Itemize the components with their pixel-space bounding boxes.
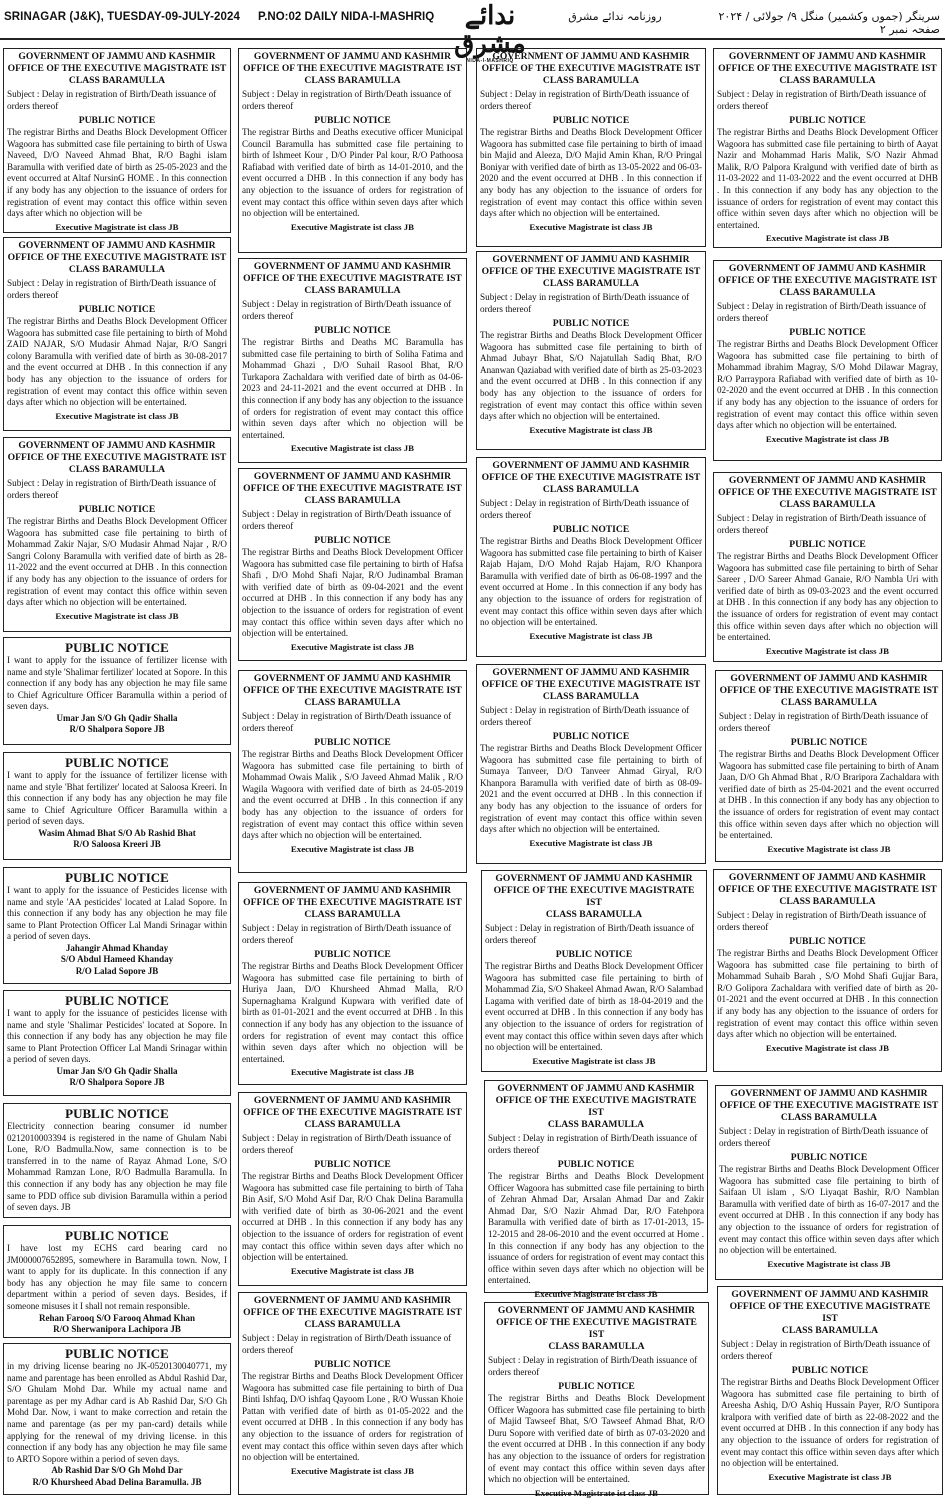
notice-class: CLASS BARAMULLA: [542, 278, 640, 289]
notice-signature: Executive Magistrate ist class JB: [290, 1265, 415, 1276]
notice-signature: Executive Magistrate ist class JB: [55, 410, 179, 421]
notice-class: CLASS BARAMULLA: [779, 896, 876, 907]
notice-body: The registrar Births and Deaths Block Development Officer Wagoora has submitted case file pertaining to birth of Sehar Sareer , D/O Sareer Ahmad Ganaie, R/O Nambla Uri with verified date of birth as 09-03-2023 and the event occurred at DHB . In this connection if any body has any objection to the issuance of orders for registration of event may contact this office within seven days after which no objection will be entertained.: [717, 551, 938, 643]
notice-subject: Subject : Delay in registration of Birth/Death issuance of orders thereof: [719, 1126, 929, 1148]
notice-signature: Jahangir Ahmad Khanday: [65, 942, 169, 953]
notice-body: The registrar Births and Deaths Block Development Officer Wagoora has submitted case file pertaining to birth of Ahmad Jubayr Bhat, S/O Najatullah Sadiq Bhat, R/O Ananwan Qaziabad with verified date of birth as 25-03-2023 and the event occurred at DHB . In this connection if any body has any objection to the issuance of orders for registration of event may contact this office within seven days after which no objection will be entertained.: [480, 330, 702, 422]
notice-heading: PUBLIC NOTICE: [791, 1365, 869, 1376]
notice-class: CLASS BARAMULLA: [304, 1319, 401, 1330]
notice-heading: PUBLIC NOTICE: [65, 1228, 169, 1243]
notice-box: [713, 869, 942, 1072]
notice-signature: Ab Rashid Dar S/O Gh Mohd Dar: [51, 1465, 183, 1476]
notice-address: R/O Shalpora Sopore JB: [69, 1077, 165, 1088]
notice-body: The registrar Births and Deaths Block Development Officer Wagoora has submitted case file pertaining to birth of Areesha Ashiq, D/O Ashiq Hussain Payer, R/O Suntipora kralpora with verified date of birth as 22-08-2022 and the event occurred at DHB . In this connection if any body has any objection to the issuance of orders for registration of event may contact this office within seven days after which no objection will be entertained.: [721, 1377, 939, 1469]
newspaper-logo: [437, 1, 543, 64]
notice-class: CLASS BARAMULLA: [548, 1341, 645, 1352]
notice-body: Electricity connection bearing consumer id number 0212010003394 is registered in the name of Ghulam Nabi Lone, R/O Badmulla.Now, same connection is to be transferred in to the name of Rayaz Ahmad Lone, S/O Mohammad Ramzan Lone, R/O Badmulla Baramulla. In this connection if any body has any objection he may file same to PDD office sub division Baramulla within a period of seven days. JB: [7, 1121, 227, 1213]
notice-heading: PUBLIC NOTICE: [65, 870, 169, 885]
notice-heading: PUBLIC NOTICE: [789, 115, 866, 126]
notice-body: I have lost my ECHS card bearing card no JM000007652895, somewhere in Baramulla town. Now, I want to apply for its duplicate. In this connection if any body has any objection he may file same to concern department within a period of seven days. Besides, if someone misuses it I shall not remain responsible.: [7, 1243, 227, 1311]
notice-office: OFFICE OF THE EXECUTIVE MAGISTRATE IST: [243, 1307, 462, 1318]
notice-box: [713, 260, 942, 461]
notice-heading: PUBLIC NOTICE: [789, 327, 866, 338]
logo-urdu-text: ندائے مشرق: [454, 1, 526, 59]
notice-signature: Rehan Farooq S/O Farooq Ahmad Khan: [39, 1312, 195, 1323]
notice-office: OFFICE OF THE EXECUTIVE MAGISTRATE IST: [719, 1100, 939, 1111]
notice-body: The registrar Births and Deaths Block Development Officer Wagoora has submitted case file pertaining to birth of Dua Binti Ishfaq, D/O ishfaq Qayoom Lone , R/O Wussan Khoie Pattan with verified date of birth as 01-05-2022 and the event occurred at DHB . In this connection if any body has any objection to the issuance of orders for registration of event may contact this office within seven days after which no objection will be entertained.: [242, 1371, 463, 1463]
notice-subject: Subject : Delay in registration of Birth/Death issuance of orders thereof: [242, 923, 452, 945]
notice-signature: Executive Magistrate ist class JB: [290, 443, 415, 454]
notice-box: [3, 237, 231, 431]
notice-signature: Executive Magistrate ist class JB: [765, 1042, 890, 1053]
notice-heading: PUBLIC NOTICE: [65, 1106, 169, 1121]
notice-heading: PUBLIC NOTICE: [555, 949, 633, 960]
notice-signature: Wasim Ahmad Bhat S/O Ab Rashid Bhat: [38, 827, 196, 838]
notice-class: CLASS BARAMULLA: [545, 909, 643, 920]
notice-body: The registrar Births and Deaths Block Development Officer Wagoora has submitted case file pertaining to birth of Anam Jaan, D/O Gh Ahmad Bhat , R/O Braripora Zachaldara with verified date of birth as 25-04-2021 and the event occurred at DHB . In this connection if any body has any objection to the issuance of orders for registration of event may contact this office within seven days after which no objection will be entertained.: [719, 749, 939, 841]
notice-office: OFFICE OF THE EXECUTIVE MAGISTRATE IST: [718, 487, 937, 498]
notice-office: OFFICE OF THE EXECUTIVE MAGISTRATE IST: [243, 273, 462, 284]
notice-subject: Subject : Delay in registration of Birth/Death issuance of orders thereof: [717, 513, 927, 535]
notice-body: The registrar Births and Deaths Block Development Officer Wagoora has submitted case file pertaining to birth of Mohammad Owais Malik , S/O Javeed Ahmad Malik , R/O Wagila Wagoora with verified date of birth as 24-05-2019 and the event occurred at DHB . In this connection if any body has any objection to the issuance of orders for registration of event may contact this office within seven days after which no objection will be entertained.: [242, 749, 463, 841]
notice-class: CLASS BARAMULLA: [542, 75, 640, 86]
notice-class: CLASS BARAMULLA: [68, 75, 166, 86]
notice-government: GOVERNMENT OF JAMMU AND KASHMIR: [497, 1083, 695, 1094]
notice-class: CLASS BARAMULLA: [781, 1325, 879, 1336]
notice-heading: PUBLIC NOTICE: [78, 504, 156, 515]
notice-office: OFFICE OF THE EXECUTIVE MAGISTRATE IST: [495, 1095, 697, 1118]
notice-government: GOVERNMENT OF JAMMU AND KASHMIR: [730, 673, 928, 684]
notice-signature: Executive Magistrate ist class JB: [534, 1487, 659, 1498]
notice-office: OFFICE OF THE EXECUTIVE MAGISTRATE IST: [243, 63, 462, 74]
notice-subject: Subject : Delay in registration of Birth/Death issuance of orders thereof: [242, 299, 452, 321]
notice-class: CLASS BARAMULLA: [542, 691, 640, 702]
notice-government: GOVERNMENT OF JAMMU AND KASHMIR: [18, 51, 216, 62]
notice-box: [238, 48, 467, 253]
notice-box: [3, 1343, 231, 1495]
notice-box: [238, 882, 467, 1085]
notice-address: R/O Khursheed Abad Delina Baramulla. JB: [32, 1476, 202, 1487]
notice-class: CLASS BARAMULLA: [780, 697, 878, 708]
notice-government: GOVERNMENT OF JAMMU AND KASHMIR: [253, 471, 452, 482]
notice-body: The registrar Births and Deaths MC Baramulla has submitted case file pertaining to birth of Soliha Fatima and Mohammad Ghazi , D/O Suhail Rasool Bhat, R/O Turkapora Zachaldara with verified date of birth as 04-06-2023 and 24-11-2021 and the event occurred at DHB . In this connection if any body has any objection to the issuance of orders for registration of event may contact this office within seven days after which no objection will be entertained.: [242, 337, 463, 440]
notice-government: GOVERNMENT OF JAMMU AND KASHMIR: [730, 1088, 928, 1099]
notice-body: The registrar Births and Deaths Block Development Officer Wagoora has submitted case file pertaining to birth of Hafsa Shafi , D/O Mohd Shafi Najar, R/O Judinambal Braman with verified date of birth as 09-04-2021 and the event occurred at DHB . In this connection if any body has any objection to the issuance of orders for registration of event may contact this office within seven days after which no objection will be entertained.: [242, 547, 463, 639]
notice-subject: Subject : Delay in registration of Birth/Death issuance of orders thereof: [242, 1333, 452, 1355]
notice-subject: Subject : Delay in registration of Birth/Death issuance of orders thereof: [242, 1133, 452, 1155]
notice-subject: Subject : Delay in registration of Birth/Death issuance of orders thereof: [488, 1133, 698, 1155]
notice-heading: PUBLIC NOTICE: [558, 1381, 635, 1392]
notice-body: The registrar Births and Deaths Block Development Officer Wagoora has submitted case file pertaining to birth of Saifaan Ul islam , S/O Liyaqat Bashir, R/O Namblan Baramulla with verified date of birth as 16-07-2017 and the event occurred at DHB . In this connection if any body has any objection to the issuance of orders for registration of event may contact this office within seven days after which no objection will be entertained.: [719, 1164, 939, 1256]
notice-box: [713, 48, 942, 248]
notice-subject: Subject : Delay in registration of Birth/Death issuance of orders thereof: [7, 278, 217, 300]
notice-body: The registrar Births and Deaths Block Development Officer Wagoora has submitted case file pertaining to birth of Sumaya Tanveer, D/O Tanveer Ahmad Giryal, R/O Khanpora Baramulla with verified date of birth as 08-09-2021 and the event occurred at DHB . In this connection if any body has any objection to the issuance of orders for registration of event may contact this office within seven days after which no objection will be entertained.: [480, 743, 702, 835]
notice-office: OFFICE OF THE EXECUTIVE MAGISTRATE IST: [481, 472, 701, 483]
notice-subject: Subject : Delay in registration of Birth/Death issuance of orders thereof: [242, 89, 452, 111]
notice-office: OFFICE OF THE EXECUTIVE MAGISTRATE IST: [481, 266, 701, 277]
notice-class: CLASS BARAMULLA: [304, 697, 401, 708]
notice-box: [476, 251, 706, 450]
notice-box: [3, 437, 231, 632]
notice-box: [238, 258, 467, 463]
notice-signature: Executive Magistrate ist class JB: [529, 837, 653, 848]
notice-box: [484, 1302, 709, 1498]
notice-heading: PUBLIC NOTICE: [552, 318, 630, 329]
notice-subject: Subject : Delay in registration of Birth/Death issuance of orders thereof: [480, 89, 690, 111]
notice-office: OFFICE OF THE EXECUTIVE MAGISTRATE IST: [718, 275, 937, 286]
notice-parentage: S/O Abdul Hameed Khanday: [60, 954, 174, 965]
notice-subject: Subject : Delay in registration of Birth/Death issuance of orders thereof: [480, 292, 690, 314]
notice-body: in my driving license bearing no JK-0520130040771, my name and parentage has been enrolled as Abdul Rashid Dar, S/O Ghulam Mohd Dar. While my actual name and parentage as per my Adhar card is Ab Rashid Dar, S/O Gh Mohd Dar. Now, i want to make correction and retain the name and parentage (as per my pan-card) details while applying for the renewal of my driving license. in this connection if any body has any objection he may file same to ARTO Sopore within a period of seven days.: [7, 1361, 227, 1464]
notice-heading: PUBLIC NOTICE: [78, 115, 156, 126]
notice-box: [3, 867, 231, 984]
notice-box: [481, 870, 707, 1072]
notice-body: I want to apply for the issuance of pesticides license with name and style 'Shalimar Pesticides' located at Sopore. In this connection if any body has any objection he may file same to Plant Protection Officer Lal Mandi Srinagar within a period of seven days.: [7, 1008, 227, 1065]
notice-signature: Executive Magistrate ist class JB: [768, 1471, 892, 1482]
notice-signature: Executive Magistrate ist class JB: [767, 843, 891, 854]
notice-box: [3, 637, 231, 745]
notice-signature: Umar Jan S/O Gh Qadir Shalla: [56, 712, 178, 723]
notice-body: The registrar Births and Deaths Block Development Officer Wagoora has submitted case file pertaining to birth of Zehran Ahmad Dar, Arsalan Ahmad Dar and Zakir Ahmad Dar, S/O Nazir Ahmad Dar, R/O Fatehpora Baramulla with verified date of birth as 17-01-2013, 15-12-2015 and 28-06-2010 and the event occurred at Home . In this connection if any body has any objection to the issuance of orders for registration of event may contact this office within seven days after which no objection will be entertained.: [488, 1171, 704, 1286]
notice-office: OFFICE OF THE EXECUTIVE MAGISTRATE IST: [7, 452, 227, 463]
notice-body: The registrar Births and Deaths Block Development Officer Wagoora has submitted case file pertaining to birth of Huriya Jaan, D/O Khursheed Ahmad Malla, R/O Supernaghama Kralgund Kupwara with verified date of birth as 01-01-2021 and the event occurred at DHB . In this connection if any body has any objection to the issuance of orders for registration of event may contact this office within seven days after which no objection will be entertained.: [242, 961, 463, 1064]
notice-address: R/O Lalad Sopore JB: [75, 965, 159, 976]
notice-government: GOVERNMENT OF JAMMU AND KASHMIR: [253, 885, 452, 896]
notice-heading: PUBLIC NOTICE: [552, 524, 630, 535]
header-urdu-paper: روزنامہ ندائے مشرق: [568, 10, 662, 23]
notice-government: GOVERNMENT OF JAMMU AND KASHMIR: [728, 872, 927, 883]
notice-body: The registrar Births and Deaths Block Development Officer Wagoora has submitted case file pertaining to birth of Mohammad Suhaib Barah , S/O Mohd Shafi Gujjar Bara, R/O Golipora Zachaldara with verified date of birth as 20-01-2021 and the event occurred at DHB . In this connection if any body has any objection to the issuance of orders for registration of event may contact this office within seven days after which no objection will be entertained.: [717, 948, 938, 1040]
notice-heading: PUBLIC NOTICE: [314, 1359, 391, 1370]
notice-body: The registrar Births and Deaths Block Development Officer Wagoora has submitted case file pertaining to birth of imaad bin Majid and Aleeza, D/O Majid Amin Khan, R/O Pringal Boniyar with verified date of birth as 13-05-2022 and 06-03-2020 and the event occurred at DHB . In this connection if any body has any objection to the issuance of orders for registration of event may contact this office within seven days after which no objection will be entertained.: [480, 127, 702, 219]
notice-heading: PUBLIC NOTICE: [552, 115, 630, 126]
notice-office: OFFICE OF THE EXECUTIVE MAGISTRATE IST: [496, 1317, 697, 1340]
notice-subject: Subject : Delay in registration of Birth/Death issuance of orders thereof: [721, 1339, 931, 1361]
notice-subject: Subject : Delay in registration of Birth/Death issuance of orders thereof: [242, 509, 452, 531]
notice-box: [238, 468, 467, 661]
notice-box: [715, 670, 943, 862]
notice-government: GOVERNMENT OF JAMMU AND KASHMIR: [253, 51, 452, 62]
notice-office: OFFICE OF THE EXECUTIVE MAGISTRATE IST: [481, 63, 701, 74]
notice-signature: Executive Magistrate ist class JB: [765, 233, 890, 244]
notice-class: CLASS BARAMULLA: [779, 287, 876, 298]
notice-signature: Executive Magistrate ist class JB: [55, 221, 179, 232]
notice-signature: Executive Magistrate ist class JB: [529, 221, 653, 232]
notice-class: CLASS BARAMULLA: [304, 1119, 401, 1130]
notice-class: CLASS BARAMULLA: [68, 264, 166, 275]
notice-box: [476, 48, 706, 247]
notice-office: OFFICE OF THE EXECUTIVE MAGISTRATE IST: [243, 1107, 462, 1118]
notice-body: The registrar Births and Deaths Block Development Officer Wagoora has submitted case file pertaining to birth of Mohd ZAID NAJAR, S/O Mudasir Ahmad Najar, R/O Sangri colony Baramulla with verified date of birth as 30-08-2017 and the event occurred at DHB . In this connection if any body has any objection to the issuance of orders for registration of event may contact this office within seven days after which no objection will be entertained.: [7, 316, 227, 408]
notice-signature: Executive Magistrate ist class JB: [529, 630, 653, 641]
notice-class: CLASS BARAMULLA: [68, 464, 166, 475]
notice-heading: PUBLIC NOTICE: [789, 936, 866, 947]
notice-heading: PUBLIC NOTICE: [65, 993, 169, 1008]
notice-signature: Executive Magistrate ist class JB: [765, 433, 890, 444]
notice-body: The registrar Births and Deaths Block Development Officer Wagoora has submitted case file pertaining to birth of Uswa Naveed, D/O Naveed Ahmad Bhat, R/O Baghi islam Baramulla with verified date of birth as 25-05-2023 and the event occurred at Altaf NursinG HOME . In this connection if any body has any objection to the issuance of orders for registration of event may contact this office within seven days after which no objection will be: [7, 127, 227, 219]
notice-signature: Executive Magistrate ist class JB: [767, 1258, 891, 1269]
notice-box: [3, 990, 231, 1096]
notice-class: CLASS BARAMULLA: [304, 495, 401, 506]
notice-government: GOVERNMENT OF JAMMU AND KASHMIR: [18, 440, 216, 451]
notice-box: [476, 664, 706, 864]
notice-government: GOVERNMENT OF JAMMU AND KASHMIR: [253, 1295, 452, 1306]
notice-office: OFFICE OF THE EXECUTIVE MAGISTRATE IST: [718, 63, 937, 74]
notice-heading: PUBLIC NOTICE: [65, 640, 169, 655]
notice-signature: Executive Magistrate ist class JB: [290, 641, 415, 652]
notice-subject: Subject : Delay in registration of Birth/Death issuance of orders thereof: [242, 711, 452, 733]
notice-box: [484, 1080, 708, 1299]
notice-government: GOVERNMENT OF JAMMU AND KASHMIR: [253, 1095, 452, 1106]
notice-government: GOVERNMENT OF JAMMU AND KASHMIR: [495, 873, 693, 884]
notice-office: OFFICE OF THE EXECUTIVE MAGISTRATE IST: [243, 483, 462, 494]
notice-box: [3, 1225, 231, 1338]
notice-office: OFFICE OF THE EXECUTIVE MAGISTRATE IST: [718, 884, 937, 895]
notice-class: CLASS BARAMULLA: [542, 484, 640, 495]
notice-class: CLASS BARAMULLA: [779, 75, 876, 86]
notice-government: GOVERNMENT OF JAMMU AND KASHMIR: [253, 261, 452, 272]
notice-signature: Executive Magistrate ist class JB: [290, 843, 415, 854]
notice-office: OFFICE OF THE EXECUTIVE MAGISTRATE IST: [243, 685, 462, 696]
notice-heading: PUBLIC NOTICE: [314, 325, 391, 336]
notice-body: The registrar Births and Deaths executive officer Municipal Council Baramulla has submitted case file pertaining to birth of Ishmeet Kour , D/O Pinder Pal kour, R/O Pathoosa Rafiabad with verified date of birth as 14-01-2010, and the event occurred a DHB . In this connection if any body has any objection to the issuance of orders for registration of event may contact this office within seven days after which no objection will be entertained.: [242, 127, 463, 219]
notice-body: I want to apply for the issuance of Pesticides license with name and style 'AA pesticides' located at Lalad Sopore. In this connection if any body has any objection he may file same to Plant Protection Officer Lal Mandi Srinagar within a period of seven days.: [7, 885, 227, 942]
notice-body: The registrar Births and Deaths Block Development Officer Wagoora has submitted case file pertaining to birth of Mohammad Zakir Najar, S/O Mudasir Ahmad Najar , R/O Sangri Colony Baramulla with verified date of birth as 28-11-2022 and the event occurred at DHB . In this connection if any body has any objection to the issuance of orders for registration of event may contact this office within seven days after which no objection will be entertained.: [7, 516, 227, 608]
notice-class: CLASS BARAMULLA: [304, 285, 401, 296]
notice-class: CLASS BARAMULLA: [304, 75, 401, 86]
notice-box: [3, 48, 231, 233]
notice-signature: Executive Magistrate ist class JB: [534, 1288, 658, 1299]
notice-government: GOVERNMENT OF JAMMU AND KASHMIR: [728, 475, 927, 486]
notice-body: The registrar Births and Deaths Block Development Officer Wagoora has submitted case file pertaining to birth of Mohammad ibrahim Magray, S/O Mohd Dilawar Magray, R/O Parraypora Rafiabad with verified date of birth as 10-02-2020 and the event occurred at DHB . In this connection if any body has any objection to the issuance of orders for registration of event may contact this office within seven days after which no objection will be entertained.: [717, 339, 938, 431]
notice-subject: Subject : Delay in registration of Birth/Death issuance of orders thereof: [488, 1355, 698, 1377]
notice-heading: PUBLIC NOTICE: [790, 1152, 868, 1163]
notice-heading: PUBLIC NOTICE: [65, 755, 169, 770]
notice-signature: Executive Magistrate ist class JB: [290, 1067, 415, 1078]
notice-address: R/O Saloosa Kreeri JB: [73, 839, 161, 850]
notice-body: The registrar Births and Deaths Block Development Officer Wagoora has submitted case file pertaining to birth of Kaiser Rajab Hajam, D/O Mohd Rajab Hajam, R/O Khanpora Baramulla with verified date of birth as 06-08-1997 and the event occurred at Home . In this connection if any body has any objection to the issuance of orders for registration of event may contact this office within seven days after which no objection will be entertained.: [480, 536, 702, 628]
notice-government: GOVERNMENT OF JAMMU AND KASHMIR: [492, 51, 690, 62]
notice-box: [476, 457, 706, 657]
notice-office: OFFICE OF THE EXECUTIVE MAGISTRATE IST: [481, 679, 701, 690]
logo-english-text: NIDA-I-MASHRIQ: [466, 58, 514, 64]
notice-body: The registrar Births and Deaths Block Development Officer Wagoora has submitted case file pertaining to birth of Majid Tawseef Bhat, S/O Tawseef Ahmad Bhat, R/O Duru Sopore with verified date of birth as 07-03-2020 and the event occurred at DHB . In this connection if any body has any objection to the issuance of orders for registration of event may contact this office within seven days after which no objection will be entertained.: [488, 1393, 705, 1485]
notice-heading: PUBLIC NOTICE: [314, 115, 391, 126]
notice-office: OFFICE OF THE EXECUTIVE MAGISTRATE IST: [493, 885, 695, 908]
notice-office: OFFICE OF THE EXECUTIVE MAGISTRATE IST: [243, 897, 462, 908]
notice-government: GOVERNMENT OF JAMMU AND KASHMIR: [497, 1305, 696, 1316]
notice-heading: PUBLIC NOTICE: [65, 1346, 169, 1361]
notice-government: GOVERNMENT OF JAMMU AND KASHMIR: [492, 254, 690, 265]
notice-heading: PUBLIC NOTICE: [314, 737, 391, 748]
notice-box: [717, 1286, 943, 1495]
notice-heading: PUBLIC NOTICE: [314, 1159, 391, 1170]
notice-government: GOVERNMENT OF JAMMU AND KASHMIR: [18, 240, 216, 251]
notice-office: OFFICE OF THE EXECUTIVE MAGISTRATE IST: [729, 1301, 931, 1324]
notice-subject: Subject : Delay in registration of Birth/Death issuance of orders thereof: [7, 89, 217, 111]
notice-address: R/O Sherwanipora Lachipora JB: [53, 1323, 181, 1334]
notice-class: CLASS BARAMULLA: [780, 1112, 878, 1123]
notice-subject: Subject : Delay in registration of Birth/Death issuance of orders thereof: [480, 498, 690, 520]
notice-heading: PUBLIC NOTICE: [557, 1159, 635, 1170]
notice-government: GOVERNMENT OF JAMMU AND KASHMIR: [492, 460, 690, 471]
notice-body: The registrar Births and Deaths Block Development Officer Wagoora has submitted case file pertaining to birth of Aayat Nazir and Mohammad Haris Malik, S/O Nazir Ahmad Malik, R/O Palpora Kralgund with verified date of birth as 11-03-2022 and 11-03-2022 and the event occurred at DHB . In this connection if any body has any objection to the issuance of orders for registration of event may contact this office within seven days after which no objection will be entertained.: [717, 127, 938, 230]
notice-signature: Executive Magistrate ist class JB: [55, 610, 179, 621]
notice-box: [238, 670, 467, 873]
notice-body: The registrar Births and Deaths Block Development Officer Wagoora has submitted case file pertaining to birth of Taha Bin Asif, S/O Mohd Asif Dar, R/O Chak Delina Baramulla with verified date of birth as 30-06-2021 and the event occurred at DHB . In this connection if any body has any objection to the issuance of orders for registration of event may contact this office within seven days after which no objection will be entertained.: [242, 1171, 463, 1263]
notice-signature: Umar Jan S/O Gh Qadir Shalla: [56, 1065, 178, 1076]
notice-heading: PUBLIC NOTICE: [789, 539, 866, 550]
notice-subject: Subject : Delay in registration of Birth/Death issuance of orders thereof: [717, 89, 927, 111]
notice-class: CLASS BARAMULLA: [547, 1119, 645, 1130]
notice-heading: PUBLIC NOTICE: [790, 737, 868, 748]
notice-subject: Subject : Delay in registration of Birth/Death issuance of orders thereof: [485, 923, 695, 945]
notice-box: [238, 1292, 467, 1495]
notice-subject: Subject : Delay in registration of Birth/Death issuance of orders thereof: [7, 478, 217, 500]
notice-government: GOVERNMENT OF JAMMU AND KASHMIR: [731, 1289, 929, 1300]
notice-box: [713, 472, 942, 662]
notice-subject: Subject : Delay in registration of Birth/Death issuance of orders thereof: [719, 711, 929, 733]
notice-heading: PUBLIC NOTICE: [314, 949, 391, 960]
notice-office: OFFICE OF THE EXECUTIVE MAGISTRATE IST: [719, 685, 939, 696]
notice-signature: Executive Magistrate ist class JB: [532, 1055, 656, 1066]
notice-signature: Executive Magistrate ist class JB: [765, 645, 890, 656]
notice-address: R/O Shalpora Sopore JB: [69, 724, 165, 735]
notice-heading: PUBLIC NOTICE: [314, 535, 391, 546]
notice-government: GOVERNMENT OF JAMMU AND KASHMIR: [728, 263, 927, 274]
notice-body: I want to apply for the issuance of fertilizer license with name and style 'Bhat fertilizer' located at Saloosa Kreeri. In this connection if any body has any objection he may file same to Chief Agriculture Officer Baramulla within a period of seven days.: [7, 770, 227, 827]
notice-signature: Executive Magistrate ist class JB: [290, 1465, 415, 1476]
notice-heading: PUBLIC NOTICE: [552, 731, 630, 742]
notice-office: OFFICE OF THE EXECUTIVE MAGISTRATE IST: [7, 63, 227, 74]
notice-box: [3, 1103, 231, 1218]
header-urdu-dateline: سرینگر (جموں وکشمیر) منگل ۹/ جولائی / ۲۰۲۴ صفحہ نمبر ۲: [718, 10, 940, 36]
notice-government: GOVERNMENT OF JAMMU AND KASHMIR: [728, 51, 927, 62]
header-page-number: P.NO:02 DAILY NIDA-I-MASHRIQ: [258, 11, 435, 23]
notice-government: GOVERNMENT OF JAMMU AND KASHMIR: [253, 673, 452, 684]
notice-body: The registrar Births and Deaths Block Development Officer Wagoora has submitted case file pertaining to birth of Mohammad Zia, S/O Shakeel Ahmad Awan, R/O Salambad Lagama with verified date of birth as 18-04-2019 and the event occurred at DHB . In this connection if any body has any objection to the issuance of orders for registration of event may contact this office within seven days after which no objection will be entertained.: [485, 961, 703, 1053]
header-dateline: SRINAGAR (J&K), TUESDAY-09-JULY-2024: [4, 11, 241, 23]
notice-heading: PUBLIC NOTICE: [78, 304, 156, 315]
notice-box: [715, 1085, 943, 1280]
notice-class: CLASS BARAMULLA: [304, 909, 401, 920]
notice-box: [3, 752, 231, 860]
notice-box: [238, 1092, 467, 1286]
notice-subject: Subject : Delay in registration of Birth/Death issuance of orders thereof: [717, 910, 927, 932]
notice-subject: Subject : Delay in registration of Birth/Death issuance of orders thereof: [480, 705, 690, 727]
notice-subject: Subject : Delay in registration of Birth/Death issuance of orders thereof: [717, 301, 927, 323]
notice-office: OFFICE OF THE EXECUTIVE MAGISTRATE IST: [7, 252, 227, 263]
notice-government: GOVERNMENT OF JAMMU AND KASHMIR: [492, 667, 690, 678]
notice-class: CLASS BARAMULLA: [779, 499, 876, 510]
notice-signature: Executive Magistrate ist class JB: [529, 424, 653, 435]
notice-signature: Executive Magistrate ist class JB: [290, 221, 415, 232]
notice-body: I want to apply for the issuance of fertilizer license with name and style 'Shalimar fertilizer' located at Sopore. In this connection if any body has any objection he may file same to Chief Agriculture Officer Baramulla within a period of seven days.: [7, 655, 227, 712]
